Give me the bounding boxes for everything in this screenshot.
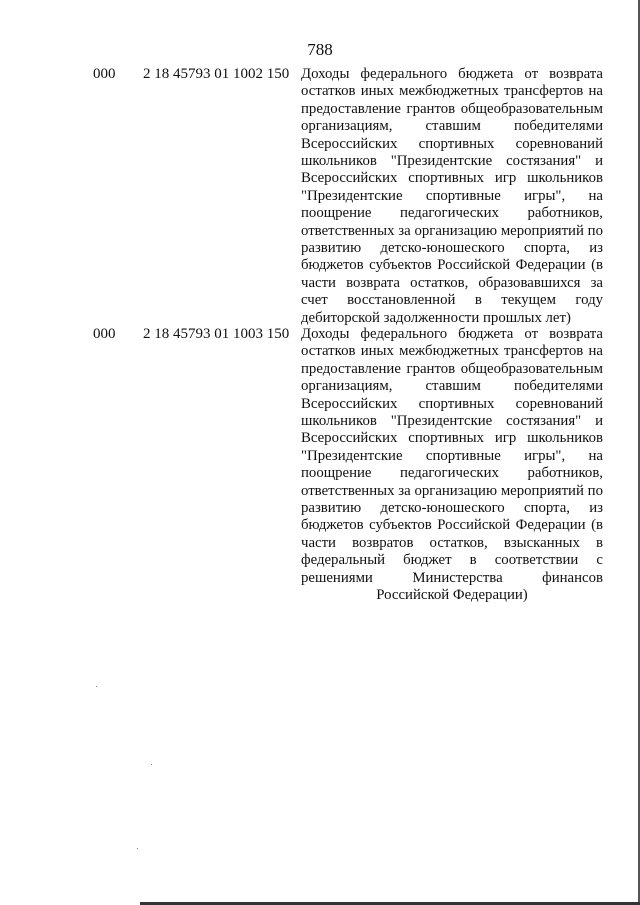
scan-speck	[151, 764, 152, 765]
description-line: предоставление грантов общеобразовательным	[301, 100, 603, 117]
description-line: ответственных за организацию мероприятий по	[301, 482, 603, 499]
description-line: части возвратов остатков, взысканных в	[301, 534, 603, 551]
description-line: школьников "Президентские состязания" и	[301, 413, 603, 430]
description-line: Всероссийских спортивных игр школьников	[301, 430, 603, 447]
description-line: организациям, ставшим победителями	[301, 118, 603, 135]
scan-speck	[137, 848, 138, 849]
description-line: развитию детско-юношеского спорта, из	[301, 240, 603, 257]
description-line: части возврата остатков, образовавшихся за	[301, 274, 603, 291]
admin-code: 000	[93, 66, 116, 82]
description-line: организациям, ставшим победителями	[301, 378, 603, 395]
page-number: 788	[307, 40, 333, 59]
description-line: "Президентские спортивные игры", на	[301, 187, 603, 204]
description-line: развитию детско-юношеского спорта, из	[301, 500, 603, 517]
description-line: Российской Федерации)	[376, 587, 528, 604]
description-line: поощрение педагогических работников,	[301, 465, 603, 482]
description-line: ответственных за организацию мероприятий по	[301, 222, 603, 239]
description-line: остатков иных межбюджетных трансфертов на	[301, 343, 603, 360]
description-line: бюджетов субъектов Российской Федерации (в	[301, 517, 603, 534]
income-description	[301, 326, 603, 605]
income-description	[301, 66, 603, 327]
description-line: "Президентские спортивные игры", на	[301, 447, 603, 464]
scan-speck	[96, 686, 97, 687]
description-line: Всероссийских спортивных соревнований	[301, 135, 603, 152]
description-line: Всероссийских спортивных соревнований	[301, 395, 603, 412]
description-line: федеральный бюджет в соответствии с	[301, 552, 603, 569]
description-line: решениями Министерства финансов	[301, 569, 603, 586]
description-line: дебиторской задолженности прошлых лет)	[301, 309, 571, 326]
description-line: Доходы федерального бюджета от возврата	[301, 66, 603, 82]
kbk-code: 2 18 45793 01 1003 150	[143, 326, 290, 342]
description-line: бюджетов субъектов Российской Федерации (в	[301, 257, 603, 274]
kbk-code: 2 18 45793 01 1002 150	[143, 66, 290, 82]
description-line: предоставление грантов общеобразовательным	[301, 360, 603, 377]
description-line: школьников "Президентские состязания" и	[301, 153, 603, 170]
description-line: остатков иных межбюджетных трансфертов на	[301, 83, 603, 100]
description-line: счет восстановленной в текущем году	[301, 292, 603, 309]
description-line: Всероссийских спортивных игр школьников	[301, 170, 603, 187]
admin-code: 000	[93, 326, 116, 342]
description-line: Доходы федерального бюджета от возврата	[301, 326, 603, 342]
description-line: поощрение педагогических работников,	[301, 205, 603, 222]
